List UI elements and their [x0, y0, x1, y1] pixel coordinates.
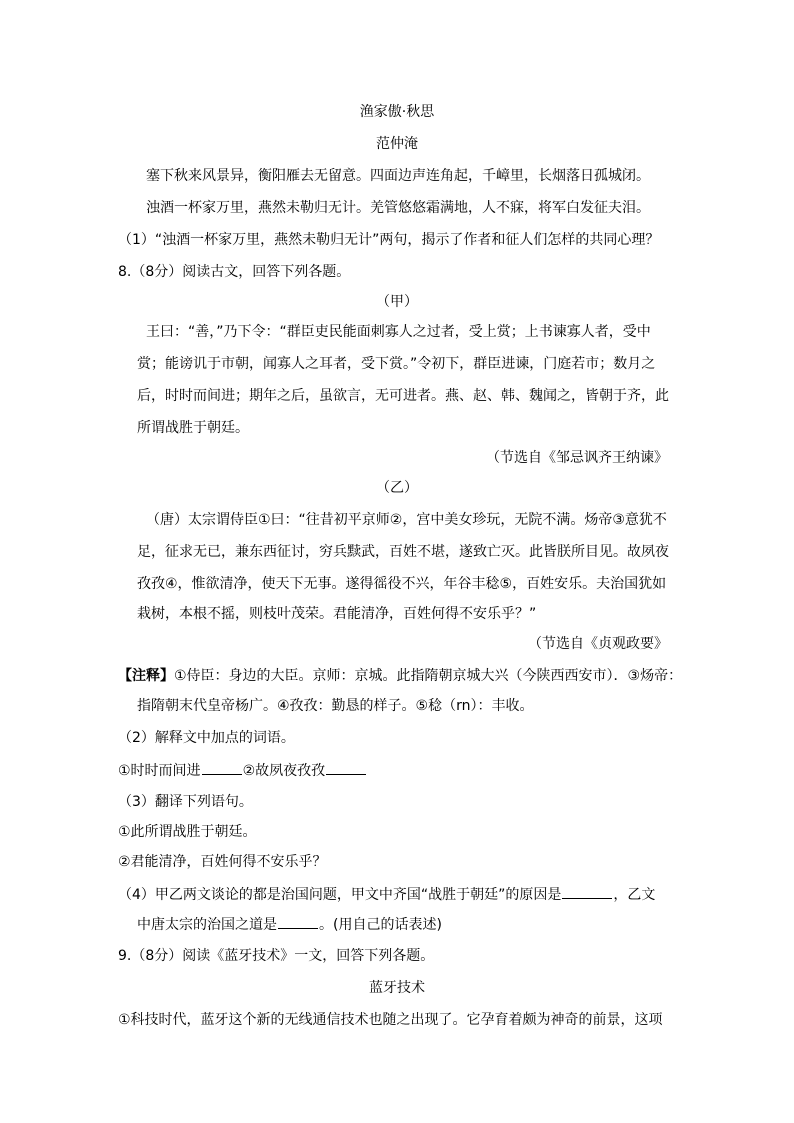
q8-note-line-2: 指隋朝末代皇帝杨广。④孜孜：勤恳的样子。⑤稔（rn）：丰收。 [137, 698, 534, 714]
q8-jia-line: 后，时时而间进；期年之后，虽欲言，无可进者。燕、赵、韩、魏闻之，皆朝于齐，此 [137, 388, 669, 404]
q9-heading: 9.（8分）阅读《蓝牙技术》一文，回答下列各题。 [118, 948, 435, 964]
sub2-item-a: ①时时而间进 [118, 763, 201, 779]
answer-blank[interactable] [326, 760, 366, 775]
q8-jia-line: 所谓战胜于朝廷。 [137, 420, 249, 436]
q8-sub-2: （2）解释文中加点的词语。 [118, 730, 295, 746]
q8-sub-4-line-2 [137, 914, 442, 935]
q8-jia-label: （甲） [376, 294, 418, 310]
q8-yi-line: （唐）太宗谓侍臣①曰：“往昔初平京师②，宫中美女珍玩，无院不满。炀帝③意犹不 [146, 512, 667, 528]
q8-jia-line: 王曰：“善，”乃下令：“群臣吏民能面刺寡人之过者，受上赏；上书谏寡人者，受中 [146, 324, 651, 340]
q8-yi-line: 足，征求无已，兼东西征讨，穷兵黩武，百姓不堪，遂致亡灭。此皆朕所目见。故夙夜 [137, 544, 669, 560]
note-text: ①侍臣：身边的大臣。京师：京城。此指隋朝京城大兴（今陕西西安市）．③炀帝： [174, 668, 683, 684]
q9-paragraph-1: ①科技时代，蓝牙这个新的无线通信技术也随之出现了。它孕育着颇为神奇的前景，这项 [118, 1012, 663, 1028]
poem-question-1: （1）“浊酒一杯家万里，燕然未勒归无计”两句，揭示了作者和征人们怎样的共同心理？ [118, 232, 660, 248]
answer-blank[interactable] [278, 914, 318, 929]
q8-heading: 8.（8分）阅读古文，回答下列各题。 [118, 264, 351, 280]
q8-yi-label: （乙） [376, 480, 418, 496]
sub4-text-b: ，乙文 [613, 887, 656, 903]
q8-sub-3-b: ②君能清净，百姓何得不安乐乎？ [118, 854, 327, 870]
note-label: 【注释】 [118, 668, 174, 684]
sub2-item-b: ②故夙夜孜孜 [242, 763, 326, 779]
poem-title: 渔家傲·秋思 [359, 104, 435, 120]
q8-sub-3-a: ①此所谓战胜于朝廷。 [118, 824, 257, 840]
q8-note-line-1 [118, 666, 682, 686]
sub4-text-a: （4）甲乙两文谈论的都是治国问题，甲文中齐国“战胜于朝廷”的原因是 [118, 887, 562, 903]
sub4-text-c: 中唐太宗的治国之道是 [137, 917, 277, 933]
sub4-text-d: 。(用自己的话表述) [319, 917, 442, 933]
q8-yi-line: 栽树，本根不摇，则枝叶茂荣。君能清净，百姓何得不安乐乎？” [137, 606, 537, 622]
answer-blank[interactable] [202, 760, 242, 775]
q8-jia-source: （节选自《邹忌讽齐王纳谏》 [486, 450, 668, 466]
poem-author: 范仲淹 [376, 136, 418, 152]
poem-line-2: 浊酒一杯家万里，燕然未勒归无计。羌管悠悠霜满地，人不寐，将军白发征夫泪。 [146, 200, 650, 216]
q8-jia-line: 赏；能谤讥于市朝，闻寡人之耳者，受下赏。”令初下，群臣进谏，门庭若市；数月之 [137, 356, 656, 372]
q8-yi-source: （节选自《贞观政要》 [528, 636, 668, 652]
q8-sub-2-items [118, 760, 367, 781]
q9-title: 蓝牙技术 [369, 980, 425, 996]
answer-blank[interactable] [562, 884, 612, 899]
q8-sub-3: （3）翻译下列语句。 [118, 794, 253, 810]
poem-line-1: 塞下秋来风景异，衡阳雁去无留意。四面边声连角起，千嶂里，长烟落日孤城闭。 [146, 168, 650, 184]
q8-yi-line: 孜孜④，惟欲清净，使天下无事。遂得徭役不兴，年谷丰稔⑤，百姓安乐。夫治国犹如 [137, 576, 667, 592]
q8-sub-4-line-1 [118, 884, 655, 905]
